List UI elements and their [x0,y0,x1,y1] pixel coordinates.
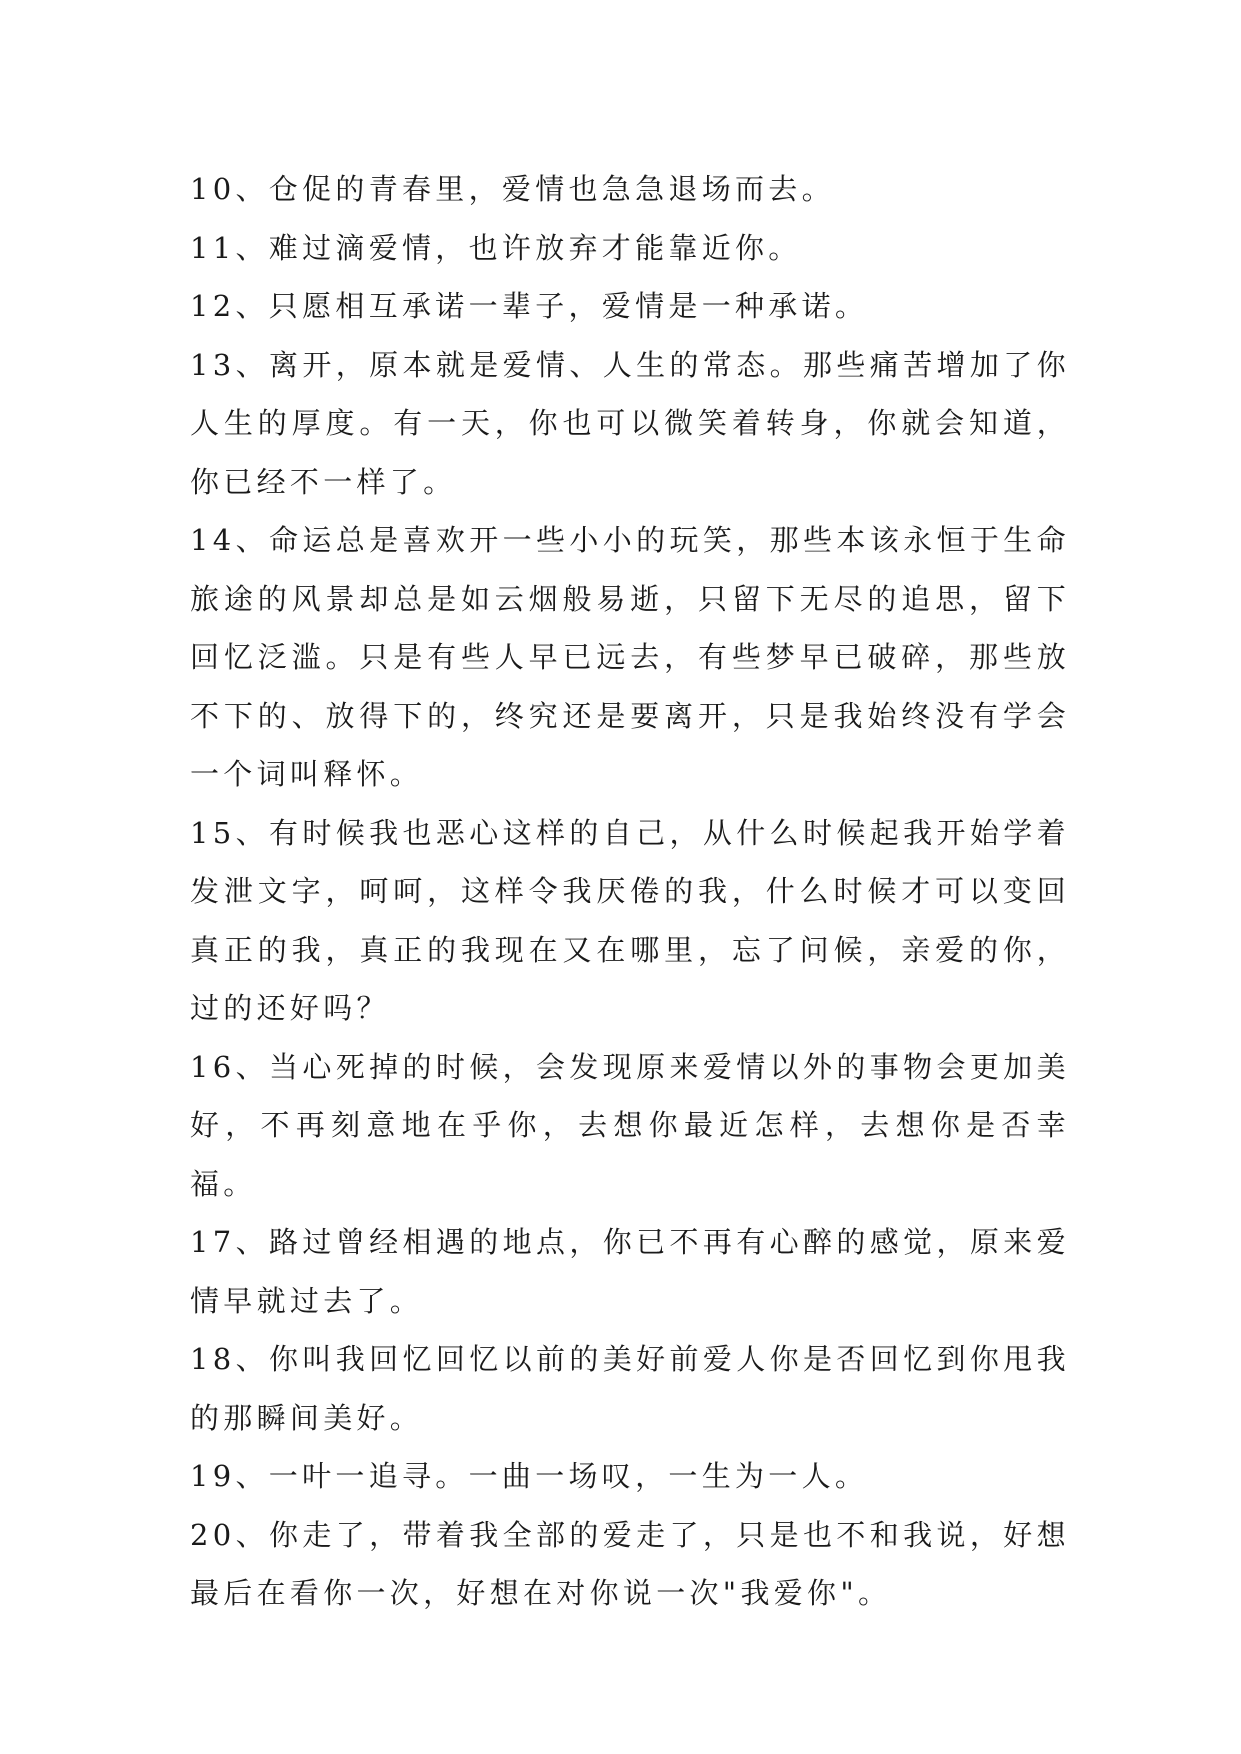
paragraph-19: 19、一叶一追寻。一曲一场叹，一生为一人。 [190,1459,869,1493]
paragraph-15: 15、有时候我也恶心这样的自己，从什么时候起我开始学着发泄文字，呵呵，这样令我厌倦的我，什么时候才可以变回真正的我，真正的我现在又在哪里，忘了问候，亲爱的你，过的还好吗？ [190,815,1070,1025]
paragraph-12: 12、只愿相互承诺一辈子，爱情是一种承诺。 [190,289,869,323]
paragraph-20: 20、你走了，带着我全部的爱走了，只是也不和我说，好想最后在看你一次，好想在对你说一次"我爱你"。 [190,1517,1070,1610]
document-body [190,160,1070,1623]
paragraph-13: 13、离开，原本就是爱情、人生的常态。那些痛苦增加了你人生的厚度。有一天，你也可以微笑着转身，你就会知道，你已经不一样了。 [190,347,1070,499]
paragraph-18: 18、你叫我回忆回忆以前的美好前爱人你是否回忆到你甩我的那瞬间美好。 [190,1342,1070,1435]
paragraph-10: 10、仓促的青春里，爱情也急急退场而去。 [190,172,835,206]
paragraph-17: 17、路过曾经相遇的地点，你已不再有心醉的感觉，原来爱情早就过去了。 [190,1225,1070,1318]
paragraph-16: 16、当心死掉的时候，会发现原来爱情以外的事物会更加美好，不再刻意地在乎你，去想你最近怎样，去想你是否幸福。 [190,1049,1070,1201]
paragraph-14: 14、命运总是喜欢开一些小小的玩笑，那些本该永恒于生命旅途的风景却总是如云烟般易逝，只留下无尽的追思，留下回忆泛滥。只是有些人早已远去，有些梦早已破碎，那些放不下的、放得下的，终究还是要离开，只是我始终没有学会一个词叫释怀。 [190,523,1070,791]
paragraph-11: 11、难过滴爱情，也许放弃才能靠近你。 [190,230,802,265]
